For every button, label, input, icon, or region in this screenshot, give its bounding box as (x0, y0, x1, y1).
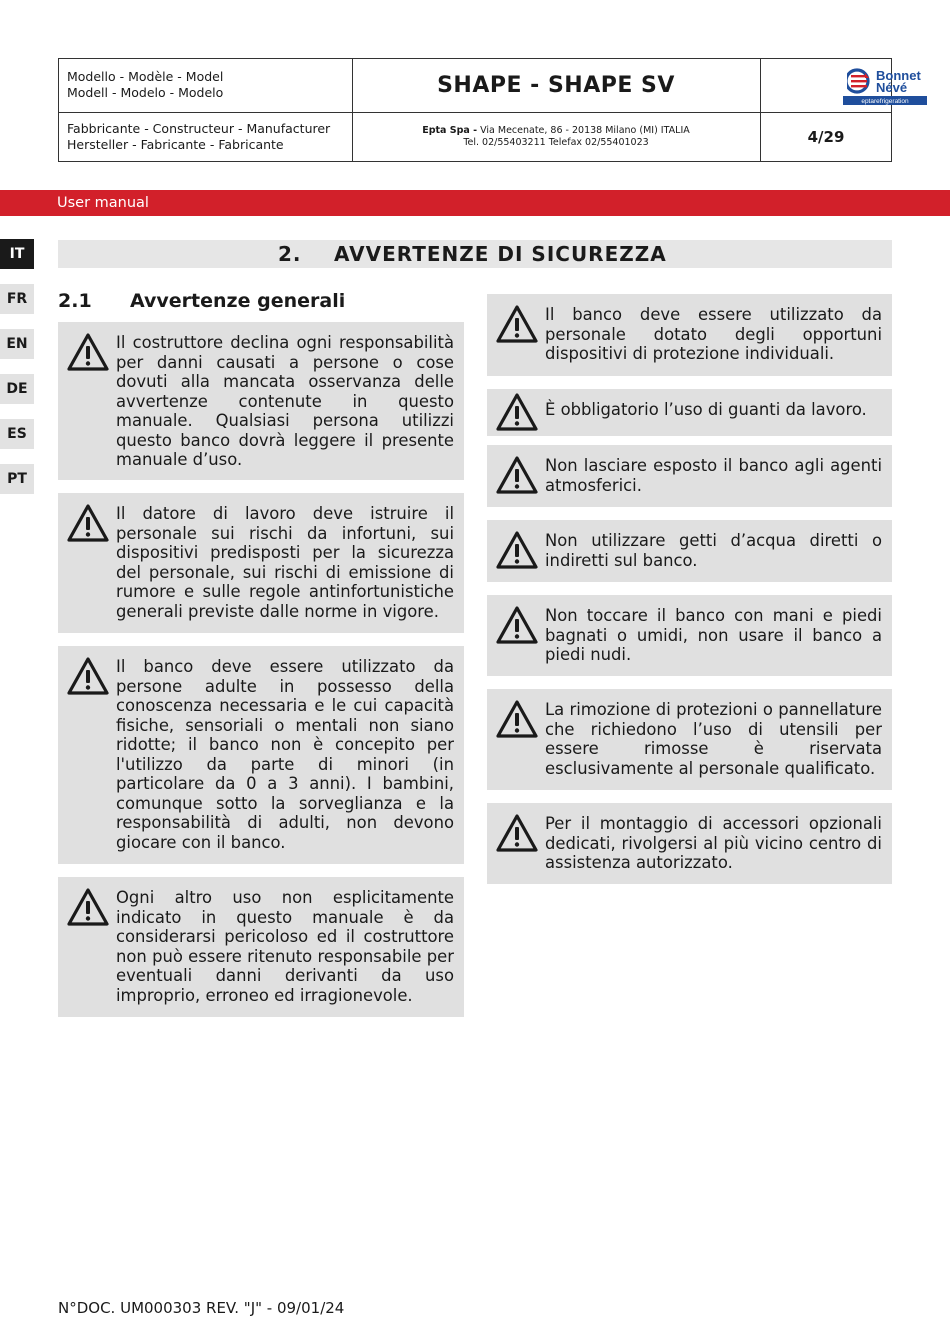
warning-triangle-icon (495, 813, 539, 853)
warning-triangle-icon (66, 656, 110, 696)
warning-triangle-icon (495, 699, 539, 739)
page-number: 4/29 (807, 128, 845, 146)
warning-text: Il datore di lavoro deve istruire il personale sui rischi da infortuni, sui dispositivi predisposti per la sicurezza del personale, sui rischi di emissione di rumore e sulle regole antinfortunistiche generali previste dalle norme in vigore. (116, 504, 454, 621)
warning-triangle-icon (66, 332, 110, 372)
warning-text: Non lasciare esposto il banco agli agenti atmosferici. (545, 456, 882, 495)
bonnet-neve-logo (761, 59, 921, 112)
warning-triangle-icon (495, 530, 539, 570)
model-label-line: Modell - Modelo - Modelo (67, 85, 224, 100)
warning-box (58, 493, 464, 633)
subsection-title: Avvertenze generali (130, 290, 346, 312)
header-table (58, 58, 921, 162)
section-band (0, 190, 950, 216)
warning-text: Il banco deve essere utilizzato da personale dotato degli opportuni dispositivi di protezione individuali. (545, 305, 882, 363)
lang-tab-de[interactable]: DE (0, 374, 34, 404)
band-label: User manual (57, 195, 149, 211)
warning-text: Ogni altro uso non esplicitamente indicato in questo manuale è da considerarsi pericoloso ed il costruttore non può essere ritenuto responsabile per eventuali danni derivanti da uso improprio, erroneo ed irragionevole. (116, 888, 454, 1005)
lang-tab-fr[interactable]: FR (0, 284, 34, 314)
warning-box (487, 803, 892, 884)
warning-text: Non toccare il banco con mani e piedi bagnati o umidi, non usare il banco a piedi nudi. (545, 606, 882, 664)
model-label-line: Modello - Modèle - Model (67, 69, 224, 84)
model-value: SHAPE - SHAPE SV (437, 73, 675, 98)
warning-text: È obbligatorio l’uso di guanti da lavoro. (545, 400, 867, 419)
warning-box (487, 689, 892, 790)
warning-box (58, 322, 464, 480)
company-address: Via Mecenate, 86 - 20138 Milano (MI) ITALIA (477, 125, 690, 136)
company-name: Epta Spa - (422, 125, 478, 136)
warning-text: Per il montaggio di accessori opzionali dedicati, rivolgersi al più vicino centro di assistenza autorizzato. (545, 814, 882, 872)
warning-box (487, 445, 892, 507)
logo-tagline: eptarefrigeration (861, 98, 909, 105)
model-label (67, 69, 347, 101)
warning-box (487, 389, 892, 436)
logo-line1: Bonnet (876, 68, 921, 83)
company-phone: Tel. 02/55403211 Telefax 02/55401023 (463, 137, 649, 148)
lang-tab-pt[interactable]: PT (0, 464, 34, 494)
warning-triangle-icon (495, 392, 539, 432)
warning-triangle-icon (495, 455, 539, 495)
warning-box (487, 595, 892, 676)
warning-triangle-icon (66, 503, 110, 543)
manufacturer-label-line: Fabbricante - Constructeur - Manufacturer (67, 121, 331, 136)
lang-tab-es[interactable]: ES (0, 419, 34, 449)
warning-triangle-icon (495, 304, 539, 344)
section-number: 2. (278, 242, 302, 266)
manufacturer-label-line: Hersteller - Fabricante - Fabricante (67, 137, 284, 152)
logo-graphic (761, 59, 921, 112)
warning-text: Il banco deve essere utilizzato da persone adulte in possesso della conoscenza necessaria e le cui capacità fisiche, sensoriali o mentali non siano ridotte; il banco non è concepito per l'utilizzo da parte di minori (in particolare da 0 a 3 anni). I bambini, comunque sotto la sorveglianza e la responsabilità di adulti, non devono giocare con il banco. (116, 657, 454, 852)
section-title: AVVERTENZE DI SICUREZZA (334, 242, 667, 266)
warning-text: Il costruttore declina ogni responsabilità per danni causati a persone o cose dovuti alla mancata osservanza delle avvertenze contenute in questo manuale. Qualsiasi persona utilizzi questo banco dovrà leggere il presente manuale d’uso. (116, 333, 454, 469)
warning-triangle-icon (66, 887, 110, 927)
manufacturer-label (67, 121, 357, 153)
warning-text: Non utilizzare getti d’acqua diretti o indiretti sul banco. (545, 531, 882, 570)
warning-box (487, 520, 892, 582)
warning-text: La rimozione di protezioni o pannellature che richiedono l’uso di utensili per essere rimosse è riservata esclusivamente al personale qualificato. (545, 700, 882, 778)
warning-box (487, 294, 892, 376)
warning-box (58, 877, 464, 1017)
section-heading (58, 240, 892, 268)
lang-tab-it[interactable]: IT (0, 239, 34, 269)
lang-tab-en[interactable]: EN (0, 329, 34, 359)
document-number: N°DOC. UM000303 REV. "J" - 09/01/24 (58, 1299, 345, 1317)
subsection-number: 2.1 (58, 290, 92, 312)
warning-box (58, 646, 464, 864)
logo-line2: Névé (876, 80, 908, 95)
warning-triangle-icon (495, 605, 539, 645)
manufacturer-address (353, 113, 759, 161)
